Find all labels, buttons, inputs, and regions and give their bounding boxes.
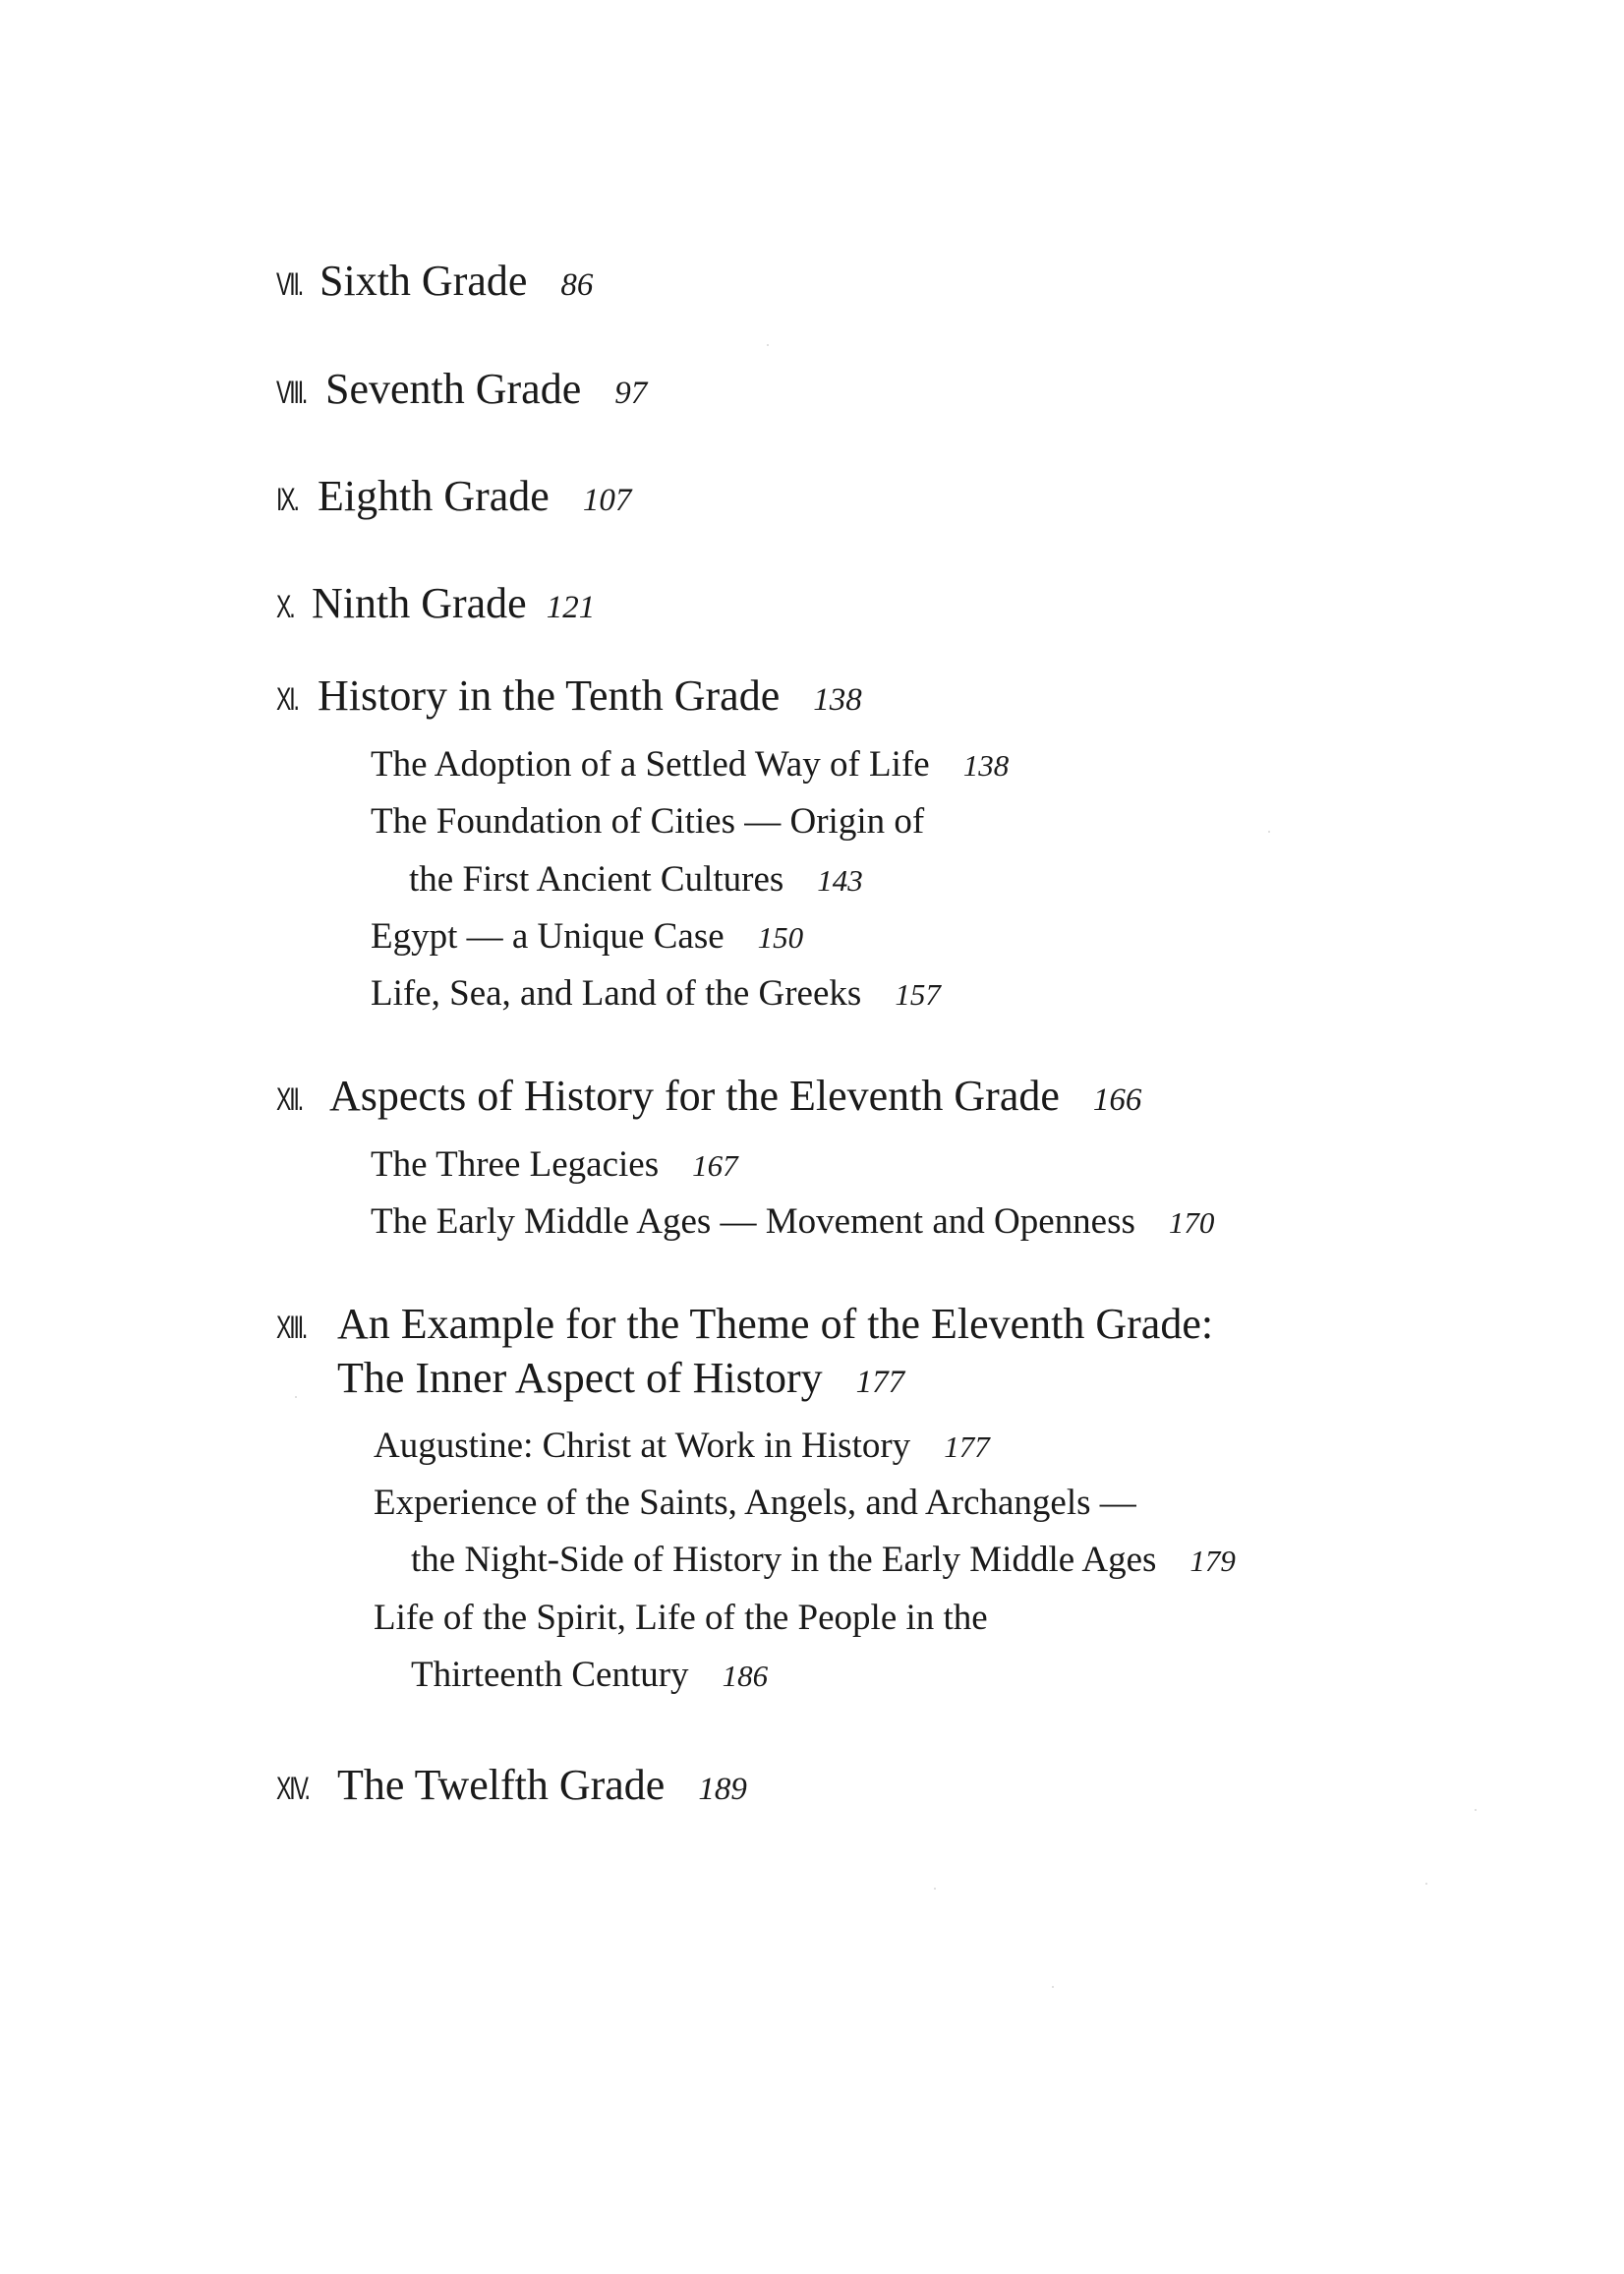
toc-chapter-14	[276, 1762, 747, 1809]
section-title: Life of the Spirit, Life of the People in the	[374, 1598, 988, 1638]
page-number: 177	[944, 1429, 990, 1464]
page-number: 138	[813, 682, 862, 718]
page-number: 107	[582, 483, 632, 518]
chapter-title: Sixth Grade	[319, 257, 528, 305]
toc-chapter-9	[276, 473, 631, 520]
toc-section-continuation	[411, 1541, 1236, 1581]
toc-section-continuation	[411, 1656, 768, 1696]
section-title: Augustine: Christ at Work in History	[374, 1426, 911, 1466]
chapter-numeral: VIII.	[276, 375, 307, 410]
scan-speck	[934, 1888, 936, 1890]
page-number: 97	[614, 376, 648, 411]
scan-speck	[1268, 831, 1270, 833]
toc-chapter-13	[276, 1301, 1213, 1348]
chapter-title: Seventh Grade	[325, 365, 582, 413]
scan-speck	[767, 344, 769, 346]
chapter-title: Ninth Grade	[312, 579, 527, 627]
toc-section	[371, 745, 1009, 786]
section-title: Experience of the Saints, Angels, and Archangels —	[374, 1483, 1136, 1523]
toc-section	[371, 917, 803, 958]
toc-section-continuation	[409, 860, 863, 901]
chapter-title: Aspects of History for the Eleventh Grade	[329, 1072, 1060, 1120]
toc-chapter-11	[276, 672, 862, 720]
section-title-continuation: the First Ancient Cultures	[409, 859, 784, 900]
toc-section	[374, 1427, 990, 1467]
chapter-numeral: VII.	[276, 266, 302, 302]
section-title: The Adoption of a Settled Way of Life	[371, 744, 930, 785]
page-number: 167	[692, 1148, 738, 1183]
chapter-title: An Example for the Theme of the Eleventh Grade:	[337, 1300, 1214, 1348]
page-number: 189	[698, 1772, 747, 1807]
page-number: 150	[757, 920, 804, 955]
chapter-title: History in the Tenth Grade	[318, 671, 781, 720]
section-title: The Three Legacies	[371, 1144, 660, 1185]
page-number: 170	[1168, 1205, 1215, 1240]
section-title: Egypt — a Unique Case	[371, 916, 725, 957]
toc-chapter-12	[276, 1073, 1141, 1120]
chapter-title: The Twelfth Grade	[337, 1761, 666, 1809]
scan-speck	[1425, 1883, 1427, 1885]
scan-speck	[1475, 1809, 1477, 1811]
scan-speck	[295, 1396, 297, 1398]
chapter-title: Eighth Grade	[318, 472, 550, 520]
scan-speck	[1052, 1986, 1054, 1988]
toc-section	[371, 1145, 738, 1186]
chapter-numeral: X.	[276, 589, 294, 624]
chapter-numeral: XIV.	[276, 1771, 309, 1806]
page-number: 166	[1092, 1082, 1142, 1118]
section-title: The Foundation of Cities — Origin of	[371, 801, 925, 842]
page-number: 121	[546, 590, 596, 625]
toc-section	[374, 1484, 1136, 1524]
toc-section	[371, 802, 924, 843]
page-number: 138	[962, 748, 1010, 783]
toc-chapter-8	[276, 366, 647, 413]
toc-section	[371, 974, 941, 1015]
chapter-numeral: XII.	[276, 1081, 302, 1117]
toc-section	[371, 1202, 1214, 1243]
page-number: 179	[1189, 1544, 1236, 1578]
section-title: The Early Middle Ages — Movement and Openness	[371, 1201, 1135, 1242]
section-title-continuation: the Night-Side of History in the Early Middle Ages	[411, 1540, 1157, 1580]
chapter-numeral: XI.	[276, 681, 298, 717]
page-number: 186	[722, 1659, 769, 1693]
section-title-continuation: Thirteenth Century	[411, 1655, 689, 1695]
page-number: 157	[895, 977, 941, 1012]
toc-chapter-10	[276, 580, 595, 627]
page-number: 143	[817, 863, 863, 898]
chapter-numeral: XIII.	[276, 1310, 307, 1345]
chapter-numeral: IX.	[276, 482, 298, 517]
section-title: Life, Sea, and Land of the Greeks	[371, 973, 862, 1014]
page-number: 177	[855, 1365, 905, 1400]
chapter-title-continuation: The Inner Aspect of History	[337, 1354, 823, 1402]
toc-chapter-7	[276, 258, 593, 305]
page-number: 86	[560, 267, 594, 303]
toc-chapter-13-continuation	[337, 1355, 904, 1402]
toc-section	[374, 1599, 988, 1639]
